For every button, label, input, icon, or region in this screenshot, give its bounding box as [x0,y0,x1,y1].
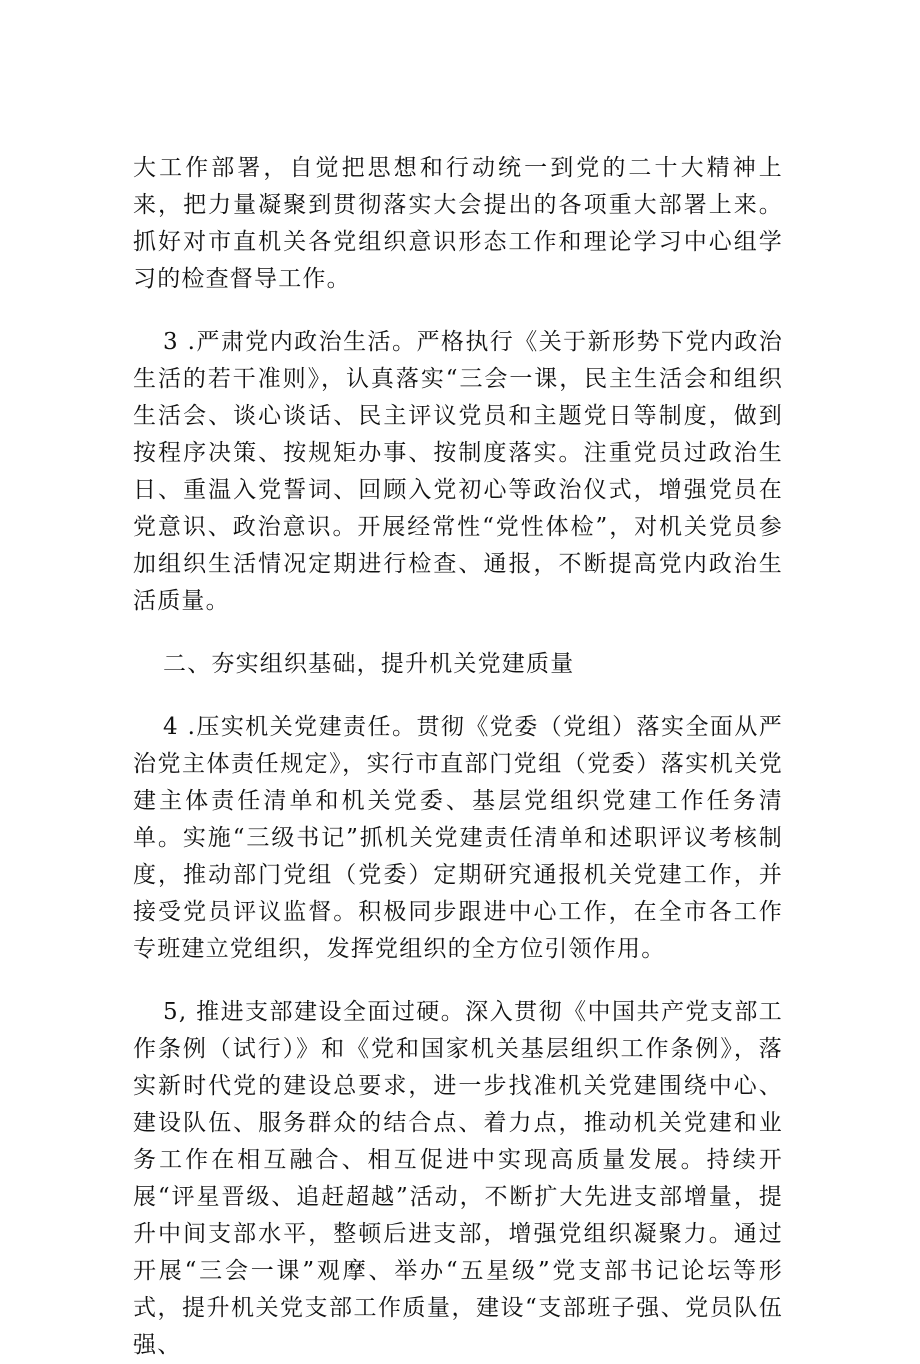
paragraph-gap [133,620,783,646]
document-page [133,150,783,1364]
paragraph-gap [133,298,783,324]
paragraph-item-4: 4 .压实机关党建责任。贯彻《党委（党组）落实全面从严治党主体责任规定》，实行市直部门党组（党委）落实机关党建主体责任清单和机关党委、基层党组织党建工作任务清单。实施“三级书记”抓机关党建责任清单和述职评议考核制度，推动部门党组（党委）定期研究通报机关党建工作，并接受党员评议监督。积极同步跟进中心工作，在全市各工作专班建立党组织，发挥党组织的全方位引领作用。 [133,714,783,962]
paragraph-continuation: 大工作部署，自觉把思想和行动统一到党的二十大精神上来，把力量凝聚到贯彻落实大会提出的各项重大部署上来。抓好对市直机关各党组织意识形态工作和理论学习中心组学习的检查督导工作。 [133,155,783,292]
section-heading-2: 二、夯实组织基础，提升机关党建质量 [163,651,575,677]
paragraph-gap [133,968,783,994]
paragraph-item-5: 5, 推进支部建设全面过硬。深入贯彻《中国共产党支部工作条例（试行）》和《党和国家机关基层组织工作条例》，落实新时代党的建设总要求，进一步找准机关党建围绕中心、建设队伍、服务群众的结合点、着力点，推动机关党建和业务工作在相互融合、相互促进中实现高质量发展。持续开展“评星晋级、追赶超越”活动，不断扩大先进支部增量，提升中间支部水平，整顿后进支部，增强党组织凝聚力。通过开展“三会一课”观摩、举办“五星级”党支部书记论坛等形式，提升机关党支部工作质量，建设“支部班子强、党员队伍强、 [133,999,783,1358]
paragraph-item-3: 3 .严肃党内政治生活。严格执行《关于新形势下党内政治生活的若干准则》，认真落实“三会一课，民主生活会和组织生活会、谈心谈话、民主评议党员和主题党日等制度，做到按程序决策、按规矩办事、按制度落实。注重党员过政治生日、重温入党誓词、回顾入党初心等政治仪式，增强党员在党意识、政治意识。开展经常性“党性体检”，对机关党员参加组织生活情况定期进行检查、通报，不断提高党内政治生活质量。 [133,329,783,614]
paragraph-gap [133,683,783,709]
